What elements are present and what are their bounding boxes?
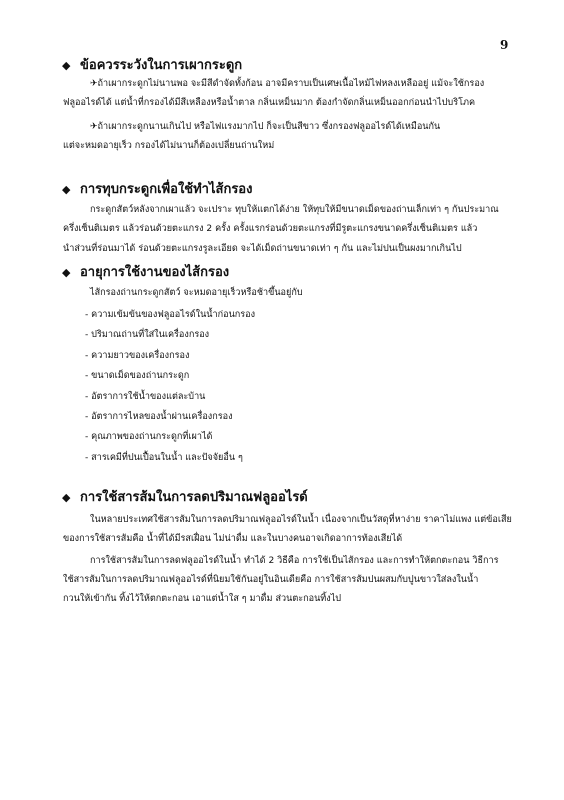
list-item: - ความเข้มข้นของฟลูออไรด์ในน้ำก่อนกรอง [85,310,256,320]
paragraph-line: ✈ถ้าเผากระดูกไม่นานพอ จะมีสีดำจัดทั้งก้อน อาจมีคราบเป็นเศษเนื้อไหม้ไฟหลงเหลืออยู่ แม้จะใช้กรอง [90,79,485,89]
section-heading-bone-crushing [62,182,252,198]
list-item: - คุณภาพของถ่านกระดูกที่เผาได้ [85,432,213,443]
arrow-bullet-icon: ✈ [90,79,98,89]
lifespan-factor-list [85,305,255,468]
diamond-bullet-icon: ◆ [62,266,71,279]
paragraph-line: ครึ่งเซ็นติเมตร แล้วร่อนด้วยตะแกรง 2 ครั้ง ครั้งแรกร่อนด้วยตะแกรงที่มีรูตะแกรงขนาดครึ่งเซ็นติเมตร แล้ว [63,224,478,234]
list-item: - อัตราการไหลของน้ำผ่านเครื่องกรอง [85,412,233,423]
diamond-bullet-icon: ◆ [62,183,71,196]
paragraph-line: ของการใช้สารส้มคือ น้ำที่ได้มีรสเฝื่อน ไม่น่าดื่ม และในบางคนอาจเกิดอาการท้องเสียได้ [63,534,403,544]
paragraph-line: กระดูกสัตว์หลังจากเผาแล้ว จะเปราะ ทุบให้แตกได้ง่าย ให้ทุบให้มีขนาดเม็ดของถ่านเล็กเท่า ๆ กันประมาณ [90,205,499,215]
section-heading-text: การทุบกระดูกเพื่อใช้ทำไส้กรอง [80,182,253,197]
list-item: - อัตราการใช้น้ำของแต่ละบ้าน [85,391,206,402]
list-item: - ขนาดเม็ดของถ่านกระดูก [85,371,190,382]
section-heading-alum-use [62,490,308,506]
paragraph-line: กวนให้เข้ากัน ทิ้งไว้ให้ตกตะกอน เอาแต่น้ำใส ๆ มาดื่ม ส่วนตะกอนทิ้งไป [63,594,342,604]
arrow-bullet-icon: ✈ [90,122,98,132]
section-heading-filter-lifespan [62,265,229,281]
list-item: - สารเคมีที่ปนเปื้อนในน้ำ และปัจจัยอื่น ๆ [85,452,243,463]
page-number: 9 [500,38,509,52]
diamond-bullet-icon: ◆ [62,59,71,72]
paragraph-line: การใช้สารส้มในการลดฟลูออไรด์ในน้ำ ทำได้ 2 วิธีคือ การใช้เป็นไส้กรอง และการทำให้ตกตะกอน วิธีการ [90,556,499,566]
list-item: - ปริมาณถ่านที่ใส่ในเครื่องกรอง [85,330,210,341]
list-intro: ไส้กรองถ่านกระดูกสัตว์ จะหมดอายุเร็วหรือช้าขึ้นอยู่กับ [90,288,303,298]
paragraph-line: นำส่วนที่ร่อนมาได้ ร่อนด้วยตะแกรงรูละเอียด จะได้เม็ดถ่านขนาดเท่า ๆ กัน และไม่ปนเป็นผงมากเกินไป [63,244,462,254]
paragraph-line: ✈ถ้าเผากระดูกนานเกินไป หรือไฟแรงมากไป ก็จะเป็นสีขาว ซึ่งกรองฟลูออไรด์ได้เหมือนกัน [90,122,441,132]
paragraph-line: แต่จะหมดอายุเร็ว กรองได้ไม่นานก็ต้องเปลี่ยนถ่านใหม่ [63,141,275,151]
paragraph-line: ในหลายประเทศใช้สารส้มในการลดปริมาณฟลูออไรด์ในน้ำ เนื่องจากเป็นวัสดุที่หาง่าย ราคาไม่แพง แต่ข้อเสีย [90,515,512,525]
section-heading-text: อายุการใช้งานของไส้กรอง [80,265,230,280]
section-heading-text: การใช้สารส้มในการลดปริมาณฟลูออไรด์ [80,490,308,505]
list-item: - ความยาวของเครื่องกรอง [85,350,190,361]
diamond-bullet-icon: ◆ [62,491,71,504]
paragraph-line: ฟลูออไรด์ได้ แต่น้ำที่กรองได้มีสีเหลืองหรือน้ำตาล กลิ่นเหม็นมาก ต้องกำจัดกลิ่นเหม็นออกก่อนนำไปบริโภค [63,98,476,108]
section-heading-text: ข้อควรระวังในการเผากระดูก [80,58,243,73]
paragraph-line: ใช้สารส้มในการลดปริมาณฟลูออไรด์ที่นิยมใช้กันอยู่ในอินเดียคือ การใช้สารส้มปนผสมกับปูนขาวใส่ลงในน้ำ [63,575,479,585]
section-heading-burning-precautions [62,58,242,74]
